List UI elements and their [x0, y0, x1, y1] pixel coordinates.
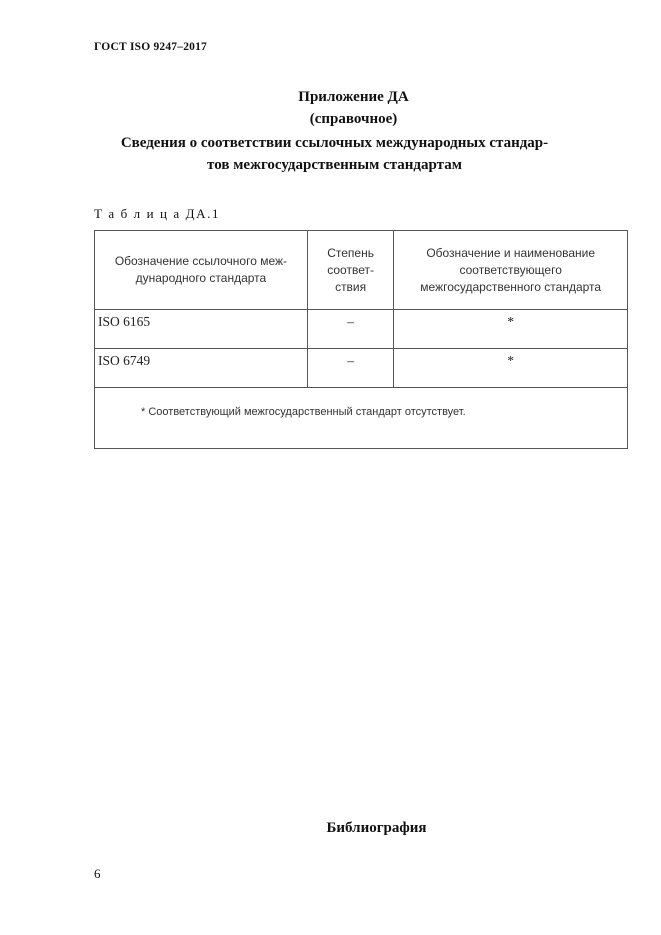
cell-international-code: ISO 6165	[95, 310, 308, 349]
appendix-subtitle: (справочное)	[309, 111, 398, 127]
table-row	[95, 349, 628, 388]
column-header-degree: Степень соответ- ствия	[307, 231, 394, 310]
document-code: ГОСТ ISO 9247–2017	[94, 41, 208, 53]
column-header-international: Обозначение ссылочного меж- дународного стандарта	[95, 231, 308, 310]
table-row	[95, 310, 628, 349]
cell-national-standard: *	[394, 349, 628, 388]
table-footnote: * Соответствующий межгосударственный стандарт отсутствует.	[141, 406, 466, 418]
appendix-heading-line-1: Сведения о соответствии ссылочных международных стандар-	[120, 135, 549, 151]
footnote-cell	[95, 388, 628, 449]
appendix-heading-line-2: тов межгосударственным стандартам	[207, 157, 462, 173]
appendix-title: Приложение ДА	[298, 89, 409, 105]
page-number: 6	[94, 866, 101, 881]
table-footnote-row	[95, 388, 628, 449]
cell-degree: –	[307, 310, 394, 349]
correspondence-table	[94, 230, 628, 449]
cell-international-code: ISO 6749	[95, 349, 308, 388]
table-header-row	[95, 231, 628, 310]
table-caption: Т а б л и ц а ДА.1	[94, 206, 221, 221]
column-header-national: Обозначение и наименование соответствующего межгосударственного стандарта	[394, 231, 628, 310]
bibliography-title: Библиография	[326, 820, 427, 836]
appendix-heading	[0, 86, 661, 176]
cell-degree: –	[307, 349, 394, 388]
cell-national-standard: *	[394, 310, 628, 349]
